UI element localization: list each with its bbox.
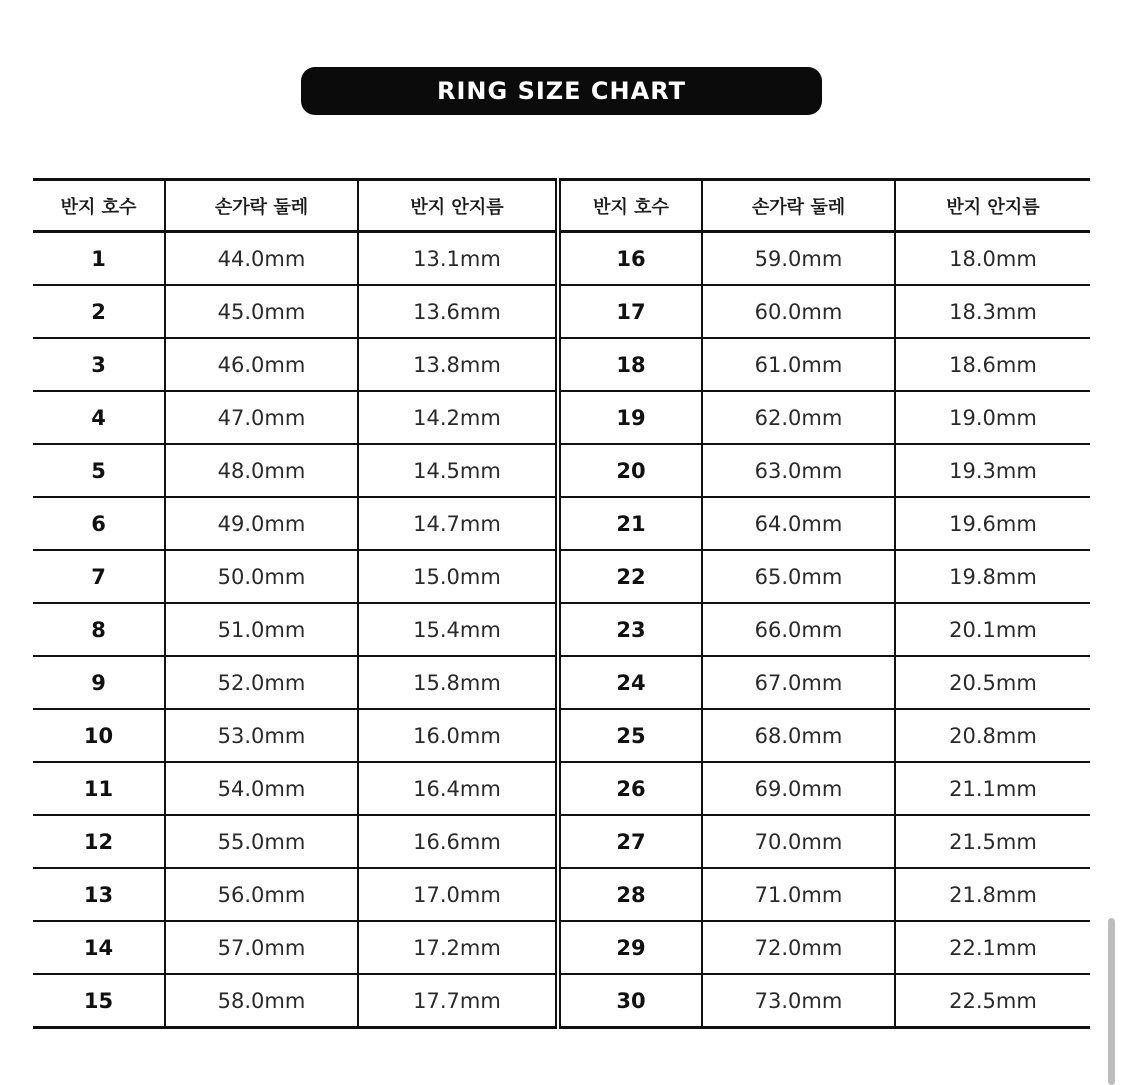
inner-diameter-cell: 19.3mm — [895, 444, 1090, 497]
inner-diameter-cell: 15.0mm — [358, 550, 558, 603]
finger-circumference-cell: 69.0mm — [702, 762, 895, 815]
header-inner-diameter: 반지 안지름 — [358, 180, 558, 232]
ring-size-cell: 29 — [558, 921, 702, 974]
ring-size-cell: 26 — [558, 762, 702, 815]
ring-size-cell: 23 — [558, 603, 702, 656]
ring-size-cell: 18 — [558, 338, 702, 391]
finger-circumference-cell: 55.0mm — [165, 815, 358, 868]
finger-circumference-cell: 71.0mm — [702, 868, 895, 921]
ring-size-cell: 28 — [558, 868, 702, 921]
table-row — [33, 497, 1090, 550]
ring-size-table — [33, 178, 1090, 1029]
ring-size-cell: 8 — [33, 603, 165, 656]
finger-circumference-cell: 50.0mm — [165, 550, 358, 603]
table-row — [33, 656, 1090, 709]
ring-size-cell: 15 — [83, 988, 114, 1013]
ring-size-cell: 1 — [33, 232, 165, 286]
inner-diameter-cell: 15.8mm — [358, 656, 558, 709]
ring-size-cell: 2 — [33, 285, 165, 338]
ring-size-cell: 14 — [33, 921, 165, 974]
inner-diameter-cell: 17.0mm — [358, 868, 558, 921]
inner-diameter-cell: 22.1mm — [895, 921, 1090, 974]
header-finger-circumference: 손가락 둘레 — [165, 180, 358, 232]
inner-diameter-cell: 21.5mm — [895, 815, 1090, 868]
scrollbar-thumb[interactable] — [1108, 918, 1115, 1085]
finger-circumference-cell: 52.0mm — [165, 656, 358, 709]
ring-size-cell: 25 — [558, 709, 702, 762]
inner-diameter-cell: 17.7mm — [358, 974, 558, 1028]
finger-circumference-cell: 67.0mm — [702, 656, 895, 709]
inner-diameter-cell: 22.5mm — [895, 974, 1090, 1028]
ring-size-cell: 17 — [558, 285, 702, 338]
table-row — [33, 550, 1090, 603]
finger-circumference-cell: 47.0mm — [165, 391, 358, 444]
inner-diameter-cell: 14.5mm — [358, 444, 558, 497]
inner-diameter-cell: 20.5mm — [895, 656, 1090, 709]
table-row — [33, 603, 1090, 656]
finger-circumference-cell: 68.0mm — [702, 709, 895, 762]
ring-size-cell: 11 — [33, 762, 165, 815]
ring-size-cell: 19 — [558, 391, 702, 444]
inner-diameter-cell: 20.8mm — [895, 709, 1090, 762]
header-ring-size: 반지 호수 — [33, 180, 165, 232]
finger-circumference-cell: 57.0mm — [165, 921, 358, 974]
ring-size-cell: 6 — [33, 497, 165, 550]
finger-circumference-cell: 58.0mm — [165, 974, 358, 1028]
finger-circumference-cell: 56.0mm — [165, 868, 358, 921]
table-row — [33, 868, 1090, 921]
finger-circumference-cell: 54.0mm — [165, 762, 358, 815]
ring-size-cell: 5 — [33, 444, 165, 497]
ring-size-cell: 12 — [33, 815, 165, 868]
finger-circumference-cell: 53.0mm — [165, 709, 358, 762]
title-banner — [301, 67, 822, 115]
inner-diameter-cell: 16.4mm — [358, 762, 558, 815]
table-header-row — [33, 180, 1090, 232]
inner-diameter-cell: 15.4mm — [358, 603, 558, 656]
inner-diameter-cell: 19.8mm — [895, 550, 1090, 603]
inner-diameter-cell: 19.6mm — [895, 497, 1090, 550]
header-inner-diameter: 반지 안지름 — [895, 180, 1090, 232]
ring-size-cell: 30 — [558, 974, 702, 1028]
table-row — [33, 338, 1090, 391]
finger-circumference-cell: 62.0mm — [702, 391, 895, 444]
table-row — [33, 709, 1090, 762]
table-row — [33, 391, 1090, 444]
inner-diameter-cell: 19.0mm — [895, 391, 1090, 444]
table-row — [33, 815, 1090, 868]
ring-size-cell: 16 — [558, 232, 702, 286]
table-row — [33, 921, 1090, 974]
ring-size-cell: 4 — [33, 391, 165, 444]
finger-circumference-cell: 60.0mm — [702, 285, 895, 338]
ring-size-cell: 13 — [33, 868, 165, 921]
finger-circumference-cell: 59.0mm — [702, 232, 895, 286]
header-finger-circumference: 손가락 둘레 — [702, 180, 895, 232]
inner-diameter-cell: 14.7mm — [358, 497, 558, 550]
inner-diameter-cell: 14.2mm — [358, 391, 558, 444]
inner-diameter-cell: 18.0mm — [895, 232, 1090, 286]
finger-circumference-cell: 49.0mm — [165, 497, 358, 550]
finger-circumference-cell: 45.0mm — [165, 285, 358, 338]
table-row — [33, 285, 1090, 338]
ring-size-cell: 21 — [558, 497, 702, 550]
finger-circumference-cell: 51.0mm — [165, 603, 358, 656]
inner-diameter-cell: 18.6mm — [895, 338, 1090, 391]
finger-circumference-cell: 61.0mm — [702, 338, 895, 391]
inner-diameter-cell: 13.1mm — [358, 232, 558, 286]
ring-size-cell: 3 — [33, 338, 165, 391]
finger-circumference-cell: 46.0mm — [165, 338, 358, 391]
ring-size-cell: 9 — [33, 656, 165, 709]
finger-circumference-cell: 63.0mm — [702, 444, 895, 497]
ring-size-cell: 24 — [558, 656, 702, 709]
ring-size-cell: 10 — [33, 709, 165, 762]
ring-size-cell: 27 — [558, 815, 702, 868]
table-row — [33, 444, 1090, 497]
inner-diameter-cell: 13.8mm — [358, 338, 558, 391]
inner-diameter-cell: 17.2mm — [358, 921, 558, 974]
finger-circumference-cell: 73.0mm — [702, 974, 895, 1028]
ring-size-cell: 20 — [558, 444, 702, 497]
page-title: RING SIZE CHART — [437, 77, 686, 105]
inner-diameter-cell: 20.1mm — [895, 603, 1090, 656]
table-row — [33, 974, 1090, 1028]
inner-diameter-cell: 18.3mm — [895, 285, 1090, 338]
inner-diameter-cell: 16.0mm — [358, 709, 558, 762]
finger-circumference-cell: 65.0mm — [702, 550, 895, 603]
ring-size-cell: 22 — [558, 550, 702, 603]
finger-circumference-cell: 70.0mm — [702, 815, 895, 868]
table-row — [33, 232, 1090, 286]
table-row — [33, 762, 1090, 815]
inner-diameter-cell: 13.6mm — [358, 285, 558, 338]
finger-circumference-cell: 72.0mm — [702, 921, 895, 974]
inner-diameter-cell: 16.6mm — [358, 815, 558, 868]
header-ring-size: 반지 호수 — [558, 180, 702, 232]
finger-circumference-cell: 48.0mm — [165, 444, 358, 497]
inner-diameter-cell: 21.8mm — [895, 868, 1090, 921]
finger-circumference-cell: 64.0mm — [702, 497, 895, 550]
inner-diameter-cell: 21.1mm — [895, 762, 1090, 815]
finger-circumference-cell: 66.0mm — [702, 603, 895, 656]
ring-size-cell: 7 — [33, 550, 165, 603]
finger-circumference-cell: 44.0mm — [165, 232, 358, 286]
